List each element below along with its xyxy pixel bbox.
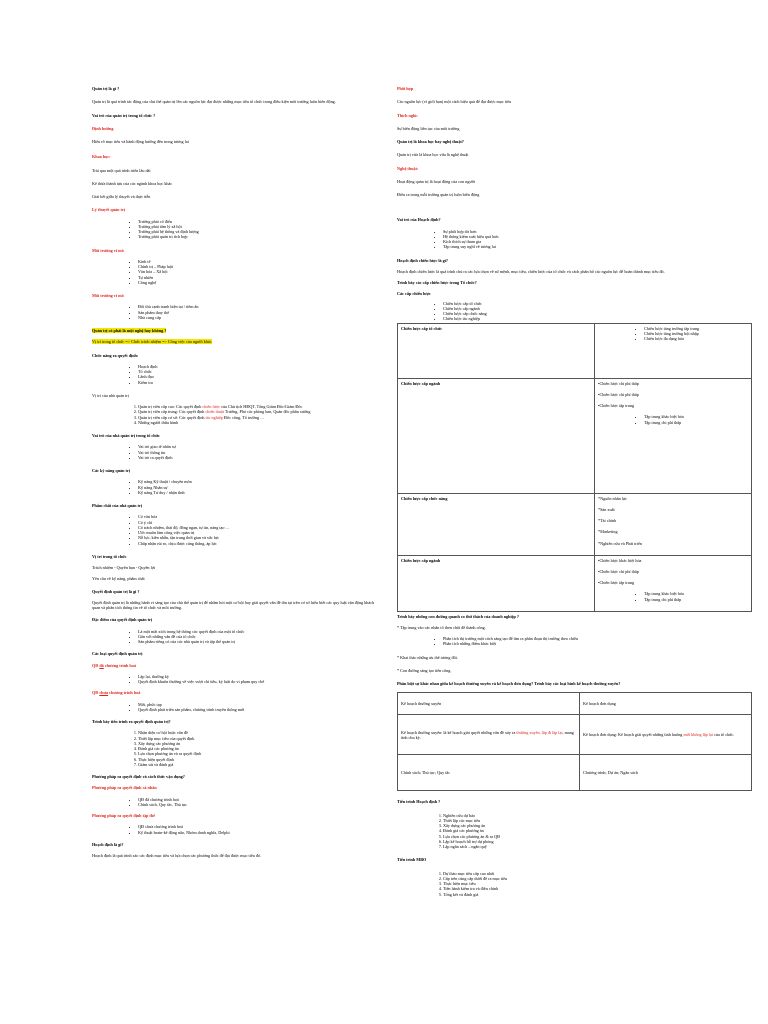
list-item: • Kinh tế (138, 259, 382, 264)
list-item: • Chiến lược đa dạng hóa (644, 336, 748, 341)
method-group-list (92, 824, 382, 835)
table-cell (595, 323, 752, 378)
obstacle-list (397, 636, 757, 647)
dinh-huong-text: Hiểu rõ mục tiêu và hành động hướng đến trong tương lai (92, 139, 189, 144)
table-cell: Chiến lược cấp tổ chức (398, 323, 595, 378)
list-item: • Trường phái quản trị tích hợp (138, 234, 382, 239)
heading-phoi-hop: Phối hợp (397, 86, 414, 91)
list-item: • Lặp lại, thường kỳ (138, 674, 382, 679)
table-row (398, 555, 752, 611)
heading-compare-plans: Phân biệt sự khác nhau giữa kế hoạch thường xuyên và kế hoạch đơn dụng? Trình bày các loại hình kế hoạch thường xuyên? (397, 681, 621, 686)
position-line: Yêu cầu về kỹ năng, phẩm chất (92, 576, 145, 582)
decision-process-list (92, 730, 382, 767)
list-item: • Vai trò thông tin (138, 450, 382, 455)
heading-strategy-levels: Trình bày các cấp chiến lược trong Tổ chức? (397, 280, 477, 285)
strategy-table (397, 323, 752, 612)
list-item: 1. Quản trị viên cấp cao: Các quyết định chiến lược của Chủ tịch HĐQT, Tổng Giám Đốc/Giám Đốc (138, 404, 382, 409)
strategy-definition: Hoạch định chiến lược là quá trình chú ra các lựa chọn về sứ mệnh, mục tiêu, chiến lược của tổ chức và cách phân bổ các nguồn lực để hoàn thành mục tiêu đó. (397, 268, 665, 274)
manager-list (92, 404, 382, 425)
list-item: 4. Đánh giá các phương án (443, 828, 757, 833)
non-programmed-list (92, 702, 382, 713)
right-column (397, 86, 757, 897)
list-item: 1. Nhận diện cơ hội hoặc vấn đề (138, 730, 382, 735)
list-item: • Tập trung khác biệt hóa (644, 414, 748, 419)
table-cell: Kế hoạch đơn dụng (580, 693, 752, 715)
list-item: • Kiểm tra (138, 380, 382, 385)
list-item: • Nỗ lực, kiên nhẫn, tận trung thời gian và sức lực (138, 535, 382, 540)
list-item: • Chính trị – Pháp luật (138, 264, 382, 269)
list-item: 1. Dự thảo mục tiêu cấp cao nhất (443, 871, 757, 876)
functions-list (92, 364, 382, 385)
strategy-levels-sub: Các cấp chiến lược (397, 291, 431, 297)
programmed-list (92, 674, 382, 685)
list-item: 2. Quản trị viên cấp trung: Các quyết định chiến thuật Trưởng, Phó các phòng ban, Quản đốc phân xưởng (138, 409, 382, 414)
list-item: 1. Nghiên cứu dự báo (443, 813, 757, 818)
manager-position-heading: Vị trí của nhà quản trị (92, 392, 129, 398)
heading-non-programmed: QĐ chưa chương trình hoá (92, 690, 141, 696)
obstacle-line: * Khai thác những ưu thế tương đối. (397, 654, 458, 660)
list-item: • Vai trò giao tế nhân sự (138, 444, 382, 449)
table-row (398, 378, 752, 493)
skills-list (92, 479, 382, 495)
table-cell: •Chiến lược khác biệt hóa •Chiến lược chi phí thấp •Chiến lược tập trung • Tập trung khác biệt hóa • Tập trung chi phí thấp (595, 555, 752, 611)
list-item: 3. Xây dựng các phương án (138, 741, 382, 746)
list-item: • Kỹ năng Nhân sự (138, 485, 382, 490)
table-row (398, 715, 752, 755)
list-item: • Có văn hóa (138, 514, 382, 519)
mbo-list (397, 871, 757, 897)
heading-method-group: Phương pháp ra quyết định tập thể (92, 813, 156, 818)
list-item: • Phân tích những điểm khác biệt (443, 641, 757, 646)
list-item: • Gắn với những vấn đề của tổ chức (138, 634, 382, 639)
list-item: 6. Thực hiện quyết định (138, 757, 382, 762)
list-item: • Tập trung khác biệt hóa (644, 591, 748, 596)
list-item: • Nhà cung cấp (138, 315, 382, 320)
manager-roles-list (92, 444, 382, 460)
nghe-thuat-item: Hoạt động quản trị là hoạt động của con người (397, 178, 476, 184)
list-item: • Vai trò ra quyết định (138, 455, 382, 460)
list-item: 6. Lập kế hoạch hỗ trợ dự phòng (443, 839, 757, 844)
heading-decision-process: Trình bày tiến trình ra quyết định quản trị? (92, 719, 171, 724)
decision-definition: Quyết định quản trị là những hành vi sáng tạo của chủ thể quản trị để nhắm hỏi một cơ hội hay giải quyết vấn đề tồn tại trên cơ sở hiểu biết các quy luật vận động khách quan và phân tích thông tin về tổ chức và môi trường. (92, 599, 375, 610)
nghe-thuat-item: Điều ra trong mỗi trường quản trị luôn biến động (397, 192, 480, 197)
list-item: • Chiến lược tác nghiệp (443, 316, 757, 321)
table-cell: Chương trình; Dự án; Ngân sách (580, 755, 752, 791)
table-cell: Chiến lược cấp ngành (398, 555, 595, 611)
ly-thuyet-list (92, 219, 382, 240)
list-item: 3. Xây dựng các phương án (443, 823, 757, 828)
list-item: • Sản phẩm riêng có của các nhà quản trị và tập thể quản trị (138, 639, 382, 644)
list-item: • Ước muốn làm công việc quản trị (138, 530, 382, 535)
heading-science-or-art: Quản trị là khoa học hay nghệ thuật? (397, 139, 464, 144)
table-row (398, 755, 752, 791)
qualities-list (92, 514, 382, 546)
table-cell: Chiến lược cấp ngành (398, 378, 595, 493)
method-individual-list (92, 797, 382, 808)
features-list (92, 629, 382, 645)
list-item: • Có trách nhiệm, thái độ, đồng ngạn, tự tin, năng tạo … (138, 525, 382, 530)
heading-obstacles: Trình bày những con đường quanh co thử thách của doanh nghiệp ? (397, 613, 519, 619)
heading-vi-mo: Môi trường vĩ mô (92, 247, 124, 253)
list-item: • Trường phái tâm lý xã hội (138, 224, 382, 229)
heading-planning: Hoạch định là gì? (92, 841, 124, 847)
list-item: • Mới, phức tạp (138, 702, 382, 707)
list-item: • Tập trung chi phí thấp (644, 597, 748, 602)
heading-decision: Quyết định quản trị là gì ? (92, 588, 140, 594)
list-item: 7. Giám sát và đánh giá (138, 762, 382, 767)
list-item: 4. Tiến hành kiểm tra và điều chỉnh (443, 886, 757, 891)
list-item: • Tự nhiên (138, 275, 382, 280)
list-item: • Sản phẩm thay thế (138, 310, 382, 315)
list-item: • Chiến lược cấp chức năng (443, 311, 757, 316)
list-item: • Kỹ thuật brain-kế động não, Nhóm danh nghĩa, Delphi (138, 830, 382, 835)
table-cell: Chính sách; Thủ tục; Quy tắc (398, 755, 580, 791)
khoa-hoc-item: Giải kết giữa lý thuyết và thực tiễn (92, 194, 151, 199)
heading-thich-nghi: Thích nghi: (397, 112, 418, 118)
list-item: • Đối thủ cạnh tranh hiện tại / tiềm ẩn (138, 304, 382, 309)
list-item: • Tập trung suy nghĩ về tương lai (443, 244, 757, 249)
list-item: • Phân tích thị trường một cách sáng tạo để tìm ra phân đoạn thị trường theo chiều (443, 636, 757, 641)
heading-qualities: Phẩm chất của nhà quản trị (92, 503, 142, 508)
heading-method-individual: Phương pháp ra quyết định cá nhân (92, 785, 157, 791)
list-item: • Chiến lược cấp ngành (443, 306, 757, 311)
table-row (398, 693, 752, 715)
list-item: • Trường phái hệ thống và định lượng (138, 229, 382, 234)
heading-nghe-thuat: Nghệ thuật: (397, 165, 419, 171)
list-item: • Chấp nhận rủi ro, chịu được căng thẳng, áp lực (138, 541, 382, 546)
list-item: • Trường phái cổ điển (138, 219, 382, 224)
list-item: • QĐ đã chương trình hoá (138, 797, 382, 802)
phoi-hop-text: Các nguồn lực (vì giới hạn) một cách hiệu quả để đạt được mục tiêu (397, 99, 512, 105)
list-item: 2. Cấp trên cùng cấp dưới đề ra mục tiêu (443, 876, 757, 881)
list-item: • Tổ chức (138, 369, 382, 374)
list-item: • Chiến lược tăng trưởng hội nhập (644, 331, 748, 336)
heading-ly-thuyet: Lý thuyết quản trị (92, 207, 125, 213)
table-cell: Chiến lược cấp chức năng (398, 493, 595, 555)
list-item: 3. Thực hiện mục tiêu (443, 881, 757, 886)
management-definition: Quản trị là quá trình tác động của chủ thể quản trị lên các nguồn lực đạt được những mục tiêu tổ chức trong điều kiện môi trường luôn biến động. (92, 99, 336, 105)
list-item: • Chính sách, Quy tắc, Thủ tục (138, 802, 382, 807)
heading-art-question: Quản trị có phải là một nghệ hay không ? (92, 328, 167, 333)
vi-mo-2-list (92, 304, 382, 320)
table-cell: Kế hoạch đơn dụng: Kế hoạch giải quyết những tình huống mới không lặp lại của tổ chức. (580, 715, 752, 755)
list-item: 5. Lựa chọn các phương án & ra QĐ (443, 834, 757, 839)
heading-methods: Phương pháp ra quyết định và cách thức vận dụng? (92, 774, 185, 779)
list-item: • Sự phối hợp tốt hơn (443, 229, 757, 234)
art-line: Vị trí trong tổ chức => Chức trách nhiệm => Công việc của người khác (92, 339, 212, 345)
plan-compare-table (397, 692, 752, 791)
obstacle-line: * Con đường sáng tạo tiến công. (397, 667, 452, 673)
table-row (398, 493, 752, 555)
science-or-art-text: Quản trị vừa là khoa học vừa là nghệ thuật (397, 152, 469, 158)
heading-position: Vị trí trong tổ chức (92, 553, 127, 559)
vi-mo-list (92, 259, 382, 285)
table-row (398, 323, 752, 378)
list-item: 2. Thiết lập mục tiêu của quyết định (138, 736, 382, 741)
heading-plan-role: Vai trò của Hoạch định? (397, 217, 441, 223)
list-item: • Là một mắt xích trong hệ thống các quyết định của một tổ chức (138, 629, 382, 634)
heading-features: Đặc điểm của quyết định quản trị (92, 617, 153, 623)
list-item: • Hoạch định (138, 364, 382, 369)
heading-khoa-hoc: Khoa học: (92, 154, 111, 160)
plan-process-list (397, 813, 757, 850)
heading-dinh-huong: Định hướng (92, 125, 114, 131)
heading-mbo: Tiến trình MBO (397, 857, 427, 863)
table-cell: •Chiến lược chi phí thấp •Chiến lược chi phí thấp •Chiến lược tập trung • Tập trung khác biệt hóa • Tập trung chi phí thấp (595, 378, 752, 493)
list-item: 3. Quản trị viên cấp cơ sở: Các quyết định tác nghiệp Đốc công, Tổ trưởng … (138, 415, 382, 420)
heading-manager-roles: Vai trò của nhà quản trị trong tổ chức (92, 433, 160, 438)
heading-decision-types: Các loại quyết định quản trị (92, 651, 143, 657)
table-cell: Kế hoạch thường xuyên: là kế hoạch giải quyết những vấn đề xảy ra thường xuyên, lặp đi lặp lại, mang tính chu kỳ. (398, 715, 580, 755)
list-item: • Chiến lược cấp tổ chức (443, 301, 757, 306)
list-item: 4. Đánh giá các phương án (138, 746, 382, 751)
list-item: • Lãnh đạo (138, 374, 382, 379)
list-item: • Kỹ năng Tư duy / nhận thức (138, 490, 382, 495)
list-item: • Công nghệ (138, 280, 382, 285)
planning-definition: Hoạch định là quá trình xác các định mục tiêu và lựa chọn các phương thức để đạt được mục tiêu đó. (92, 853, 262, 858)
list-item: • Tập trung chi phí thấp (644, 420, 748, 425)
list-item: • Hệ thống kiểm soát hiệu quả hơn (443, 234, 757, 239)
heading-plan-process: Tiến trình Hoạch định ? (397, 799, 441, 805)
list-item: 2. Thiết lập các mục tiêu (443, 818, 757, 823)
obstacle-line: * Tập trung vào các nhân tố then chốt để thành công. (397, 624, 486, 630)
heading-what-is-management: Quản trị là gì ? (92, 86, 120, 91)
list-item: • Quyết định phát triển sản phẩm, chương trình truyền thông mới (138, 707, 382, 712)
list-item: • Kỹ năng Kỹ thuật / chuyên môn (138, 479, 382, 484)
list-item: 4. Những người thừa hành (138, 420, 382, 425)
thich-nghi-text: Sự biến động liên tục của môi trường (397, 125, 460, 131)
heading-strategy: Hoạch định chiến lược là gì? (397, 257, 449, 263)
position-line: Trách nhiệm - Quyền hạn - Quyền lợi (92, 565, 156, 570)
heading-roles: Vai trò của quản trị trong tổ chức ? (92, 112, 156, 118)
khoa-hoc-item: Trải qua một quá trình triển lâu dài (92, 167, 151, 173)
list-item: • Có ý chí (138, 520, 382, 525)
list-item: • Quyết định khuôn thường về việc vượt chỉ tiêu, kỷ luật do vi phạm quy chế (138, 679, 382, 684)
heading-skills: Các kỹ năng quản trị (92, 468, 130, 473)
list-item: • Kích thích sự tham gia (443, 239, 757, 244)
list-item: 7. Lập ngân sách – ngân quỹ (443, 844, 757, 849)
heading-programmed: QĐ đã chương trình hoá (92, 662, 136, 668)
heading-vi-mo-2: Môi trường vi mô (92, 293, 124, 298)
strategy-levels-list (397, 301, 757, 322)
list-item: • Văn hóa – Xã hội (138, 269, 382, 274)
list-item: 5. Lựa chọn phương án và ra quyết định (138, 751, 382, 756)
list-item: • Chiến lược tăng trưởng tập trung (644, 326, 748, 331)
plan-role-list (397, 229, 757, 250)
table-cell: *Nguồn nhân lực *Sản xuất *Tài chính *Marketing *Nghiên cứu và Phát triển (595, 493, 752, 555)
table-cell: Kế hoạch thường xuyên (398, 693, 580, 715)
left-column (92, 86, 382, 858)
khoa-hoc-item: Kế thừa thành tựu của các ngành khoa học khác (92, 180, 173, 186)
heading-functions: Chức năng ra quyết định: (92, 352, 139, 358)
list-item: 5. Tổng kết và đánh giá (443, 892, 757, 897)
list-item: • QĐ chưa chương trình hoá (138, 824, 382, 829)
